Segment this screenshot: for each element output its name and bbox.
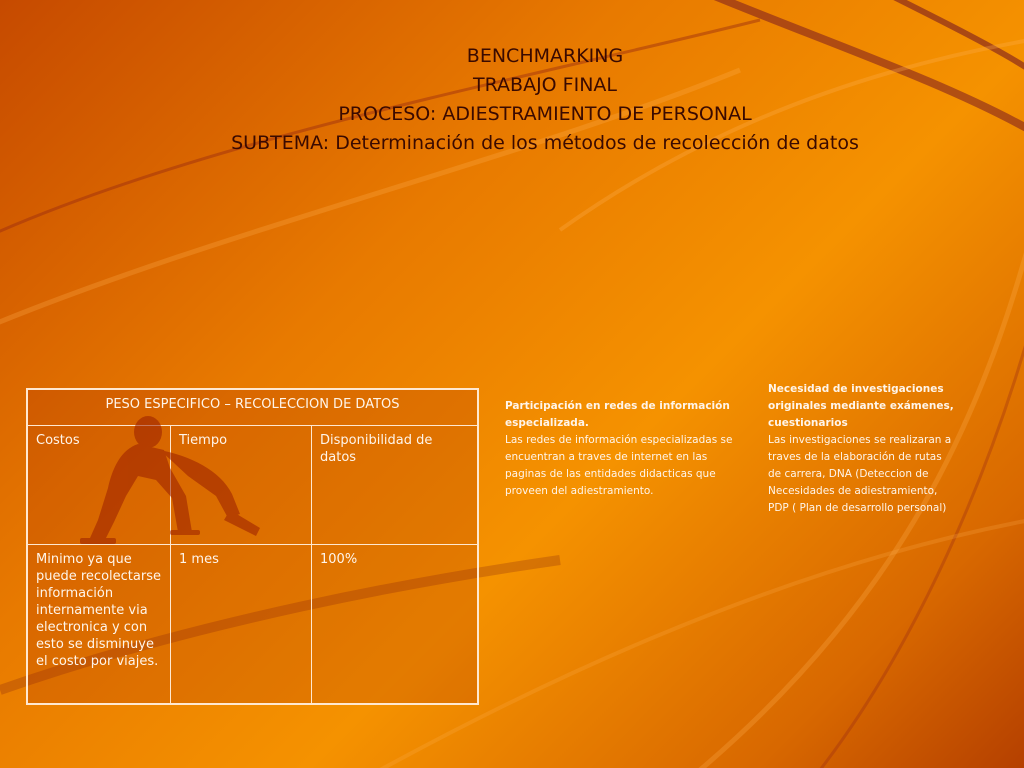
- necesidad-investigaciones-block: [768, 381, 958, 517]
- cell-disponibilidad: 100%: [312, 545, 479, 705]
- table-header: PESO ESPECIFICO – RECOLECCION DE DATOS: [27, 389, 478, 426]
- runner-silhouette-icon: [60, 410, 290, 560]
- column-header-disponibilidad: Disponibilidad de datos: [312, 426, 479, 545]
- column-header-tiempo: Tiempo: [171, 426, 312, 545]
- participacion-heading: Participación en redes de información especializada.: [505, 400, 730, 429]
- title-line-4: SUBTEMA: Determinación de los métodos de recolección de datos: [231, 132, 859, 154]
- title-line-2: TRABAJO FINAL: [473, 74, 617, 96]
- cell-tiempo: 1 mes: [171, 545, 312, 705]
- necesidad-body: Las investigaciones se realizaran a traves de la elaboración de rutas de carrera, DNA (Deteccion de Necesidades de adiestramiento, PDP ( Plan de desarrollo personal): [768, 434, 952, 514]
- title-line-3: PROCESO: ADIESTRAMIENTO DE PERSONAL: [338, 103, 752, 125]
- cell-costos: Minimo ya que puede recolectarse información internamente via electronica y con esto se disminuye el costo por viajes.: [27, 545, 171, 705]
- participacion-body: Las redes de información especializadas se encuentran a traves de internet en las paginas de las entidades didacticas que proveen del adiestramiento.: [505, 434, 733, 497]
- slide-title: [100, 42, 990, 158]
- title-line-1: BENCHMARKING: [466, 45, 624, 67]
- necesidad-heading: Necesidad de investigaciones originales mediante exámenes, cuestionarios: [768, 383, 954, 429]
- column-header-costos: Costos: [27, 426, 171, 545]
- participacion-redes-block: [505, 398, 737, 500]
